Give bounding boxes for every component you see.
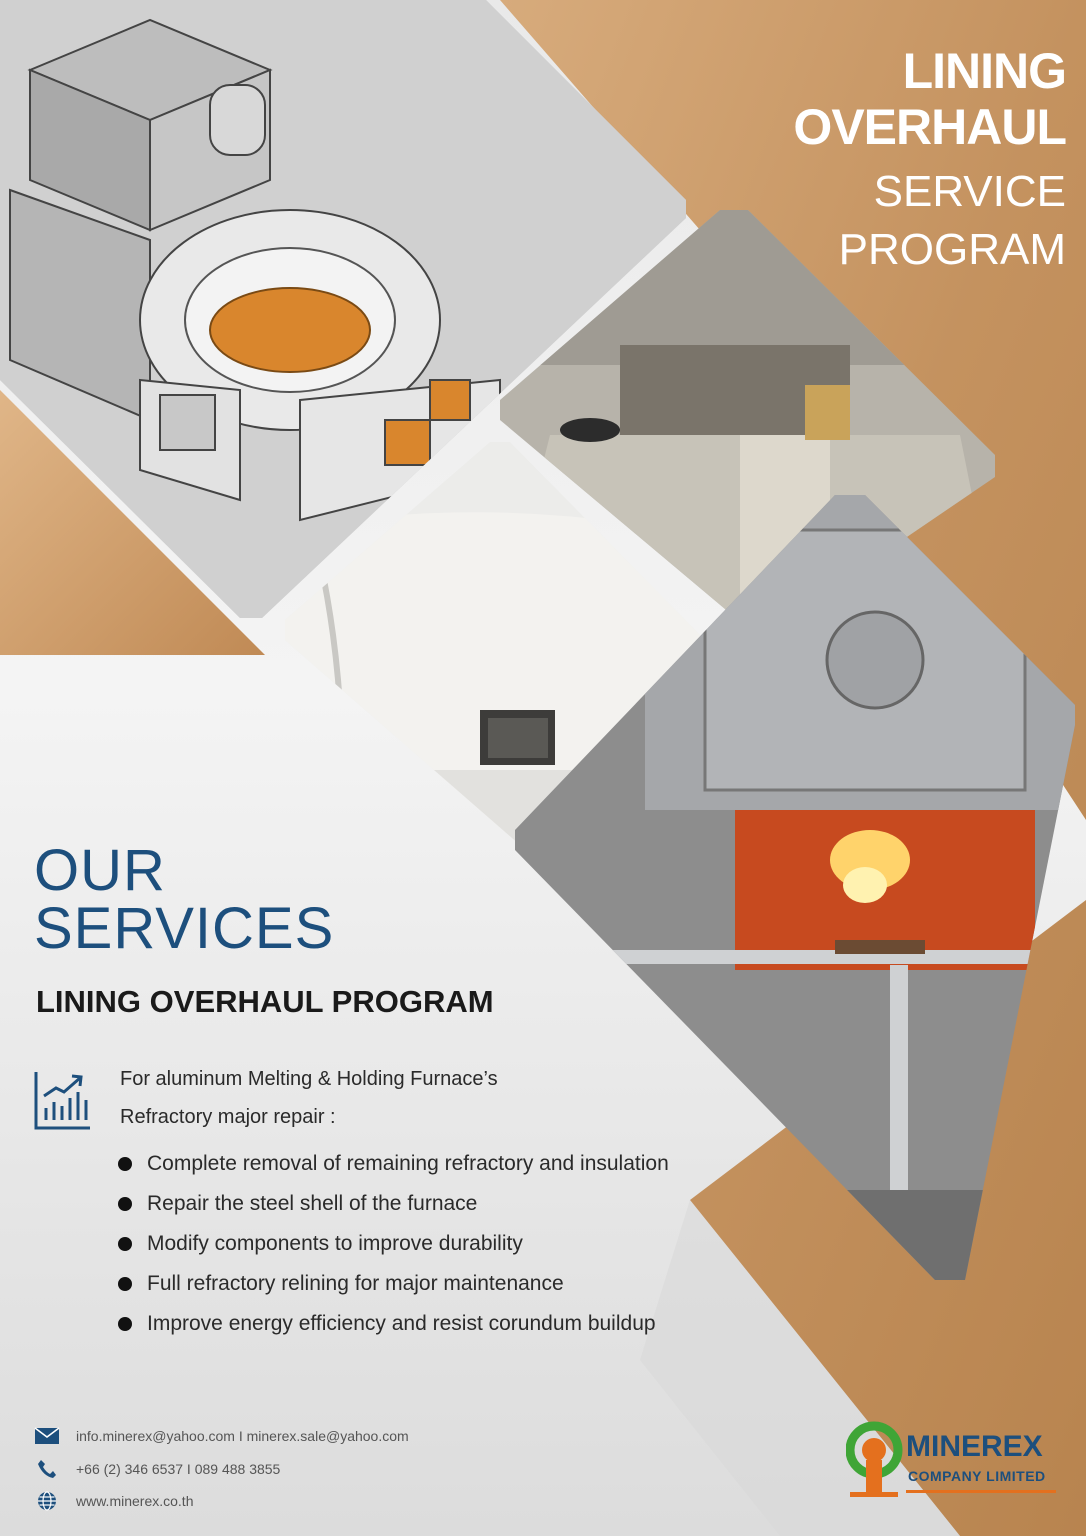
contact-phone <box>34 1459 280 1479</box>
headline-line2: OVERHAUL <box>793 99 1066 155</box>
globe-icon <box>34 1491 60 1511</box>
program-title: LINING OVERHAUL PROGRAM <box>36 984 494 1019</box>
headline-line3: SERVICE <box>873 167 1066 216</box>
bullet-icon <box>118 1197 132 1211</box>
growth-chart-icon <box>34 1070 92 1132</box>
intro-line2: Refractory major repair : <box>120 1106 336 1128</box>
section-title-line2: SERVICES <box>34 896 335 961</box>
section-title-line1: OUR <box>34 838 166 903</box>
bullet-icon <box>118 1237 132 1251</box>
headline-line4: PROGRAM <box>838 225 1066 274</box>
list-item: Full refractory relining for major maintenance <box>118 1264 669 1304</box>
logo-name: MINEREX <box>906 1430 1043 1463</box>
phone-icon <box>34 1459 60 1479</box>
list-item: Improve energy efficiency and resist corundum buildup <box>118 1304 669 1344</box>
bullet-icon <box>118 1277 132 1291</box>
intro-line1: For aluminum Melting & Holding Furnace’s <box>120 1068 498 1090</box>
headline-line1: LINING <box>902 43 1066 99</box>
list-item: Repair the steel shell of the furnace <box>118 1184 669 1224</box>
logo-underline <box>906 1490 1056 1493</box>
list-item: Modify components to improve durability <box>118 1224 669 1264</box>
email-text[interactable]: info.minerex@yahoo.com I minerex.sale@yahoo.com <box>76 1428 409 1444</box>
contact-web <box>34 1491 193 1511</box>
logo-subtitle: COMPANY LIMITED <box>908 1468 1046 1484</box>
envelope-icon <box>34 1426 60 1446</box>
service-list <box>118 1144 669 1344</box>
contact-email <box>34 1426 409 1446</box>
keyhole-logo-icon <box>846 1420 906 1500</box>
minerex-logo <box>846 1420 1066 1510</box>
phone-text[interactable]: +66 (2) 346 6537 I 089 488 3855 <box>76 1461 281 1477</box>
web-text[interactable]: www.minerex.co.th <box>76 1493 194 1509</box>
bullet-icon <box>118 1317 132 1331</box>
section-title <box>34 838 335 961</box>
list-item: Complete removal of remaining refractory and insulation <box>118 1144 669 1184</box>
bullet-icon <box>118 1157 132 1171</box>
